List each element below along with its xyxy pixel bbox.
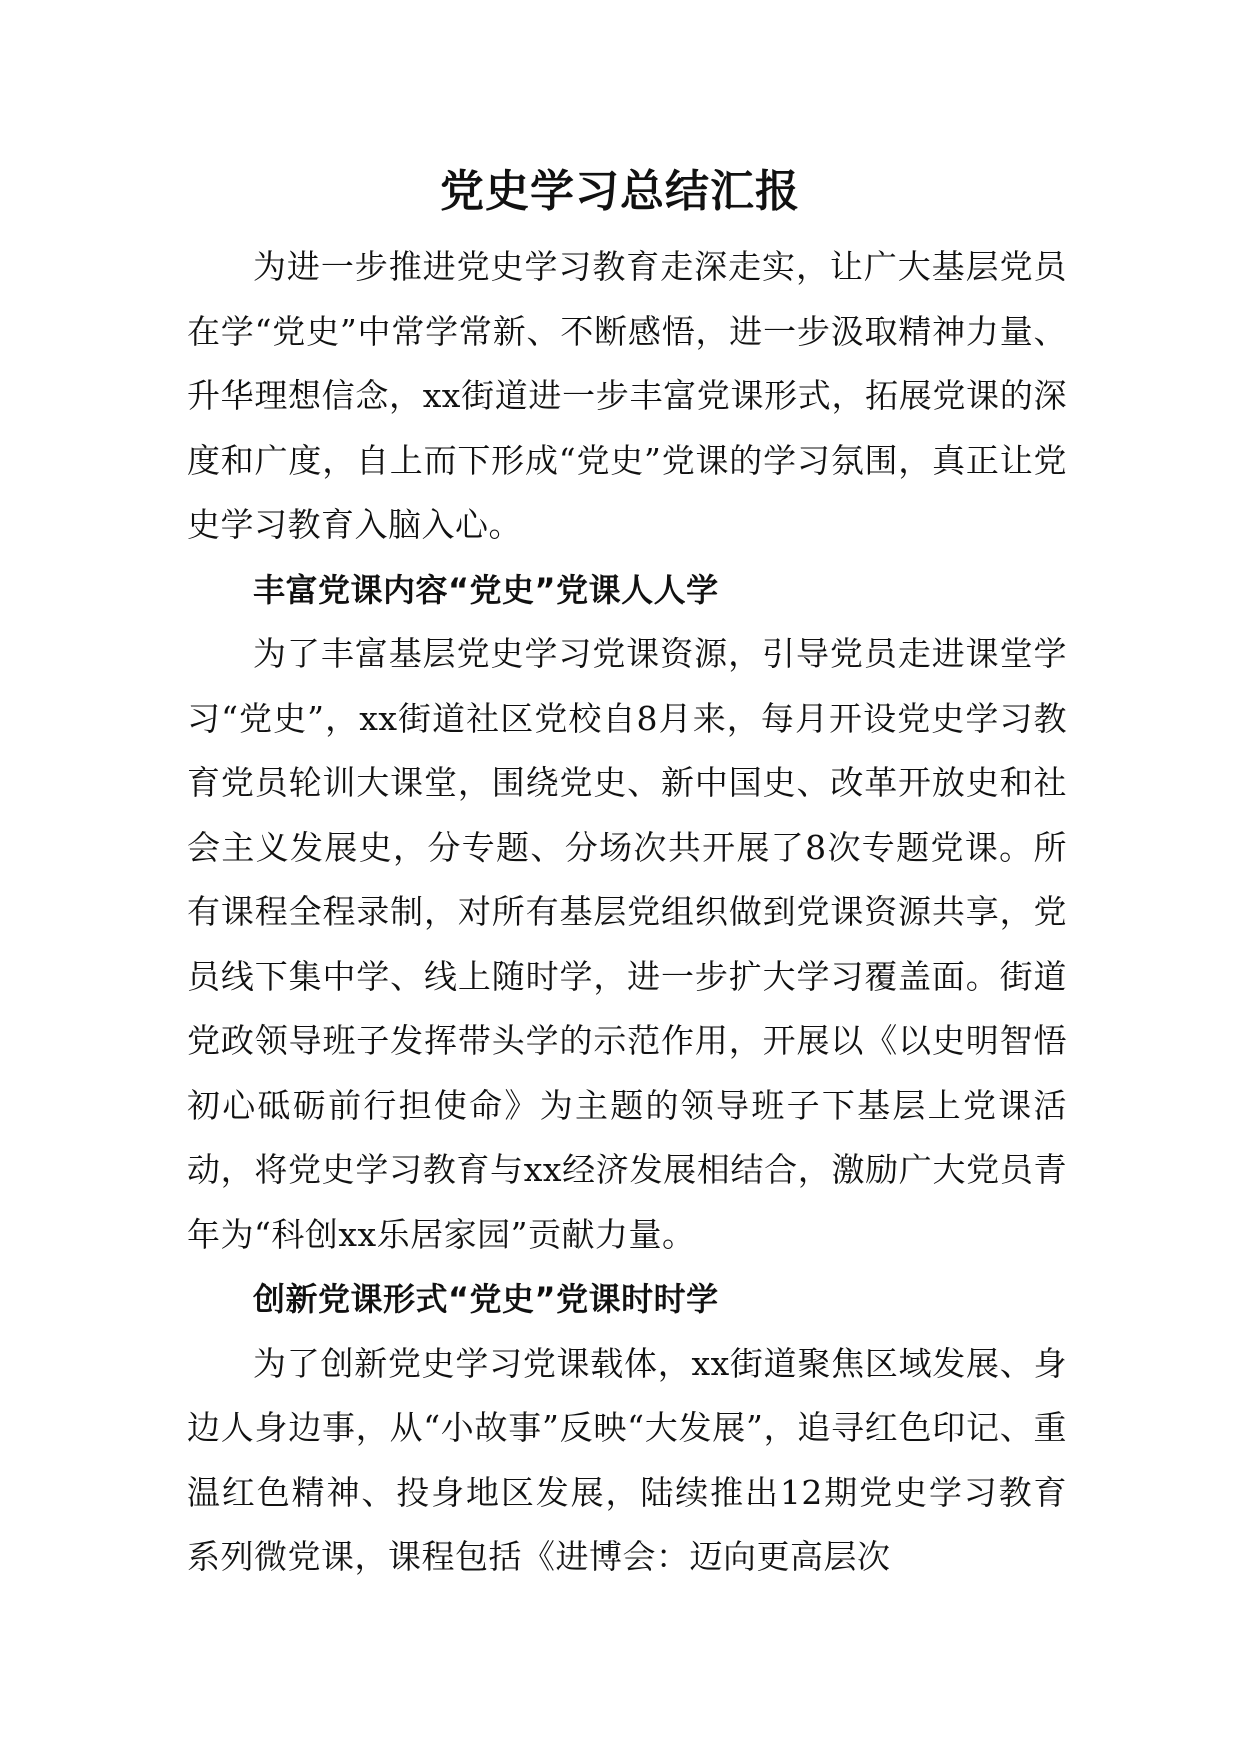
section-heading-innovate-form: 创新党课形式“党史”党课时时学 bbox=[253, 1280, 719, 1318]
section-heading-enrich-content: 丰富党课内容“党史”党课人人学 bbox=[253, 570, 719, 609]
section-paragraph-innovate-form: 为了创新党史学习党课载体，xx街道聚焦区域发展、身边人身边事，从“小故事”反映“大发展”，追寻红色印记、重温红色精神、投身地区发展，陆续推出12期党史学习教育系列微党课，课程包括《进博会：迈向更高层次 bbox=[187, 1343, 1067, 1576]
section-paragraph-enrich-content: 为了丰富基层党史学习党课资源，引导党员走进课堂学习“党史”，xx街道社区党校自8月来，每月开设党史学习教育党员轮训大课堂，围绕党史、新中国史、改革开放史和社会主义发展史，分专题、分场次共开展了8次专题党课。所有课程全程录制，对所有基层党组织做到党课资源共享，党员线下集中学、线上随时学，进一步扩大学习覆盖面。街道党政领导班子发挥带头学的示范作用，开展以《以史明智悟初心砥砺前行担使命》为主题的领导班子下基层上党课活动，将党史学习教育与xx经济发展相结合，激励广大党员青年为“科创xx乐居家园”贡献力量。 bbox=[187, 634, 1067, 1254]
intro-paragraph: 为进一步推进党史学习教育走深走实，让广大基层党员在学“党史”中常学常新、不断感悟，进一步汲取精神力量、升华理想信念，xx街道进一步丰富党课形式，拓展党课的深度和广度，自上而下形成“党史”党课的学习氛围，真正让党史学习教育入脑入心。 bbox=[187, 247, 1067, 544]
document-body bbox=[187, 235, 1067, 1590]
document-title: 党史学习总结汇报 bbox=[440, 166, 800, 217]
